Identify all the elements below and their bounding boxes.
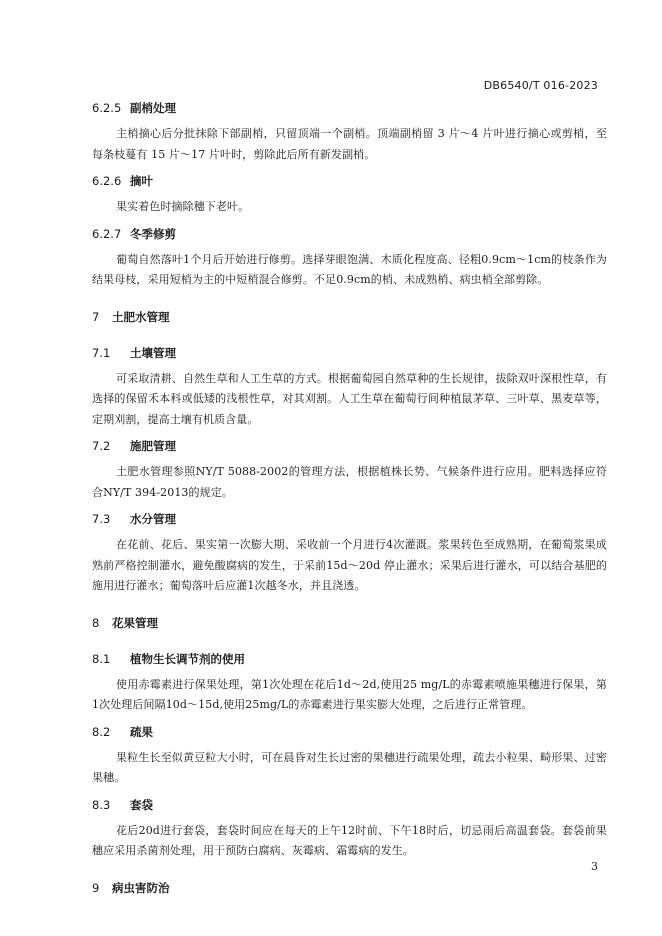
section-heading-9 — [92, 878, 607, 898]
section-number: 8.2 — [92, 724, 111, 739]
section-number: 6.2.6 — [92, 174, 122, 188]
section-heading-7-1 — [92, 343, 607, 363]
paragraph-8-3: 花后20d进行套袋，套袋时间应在每天的上午12时前、下午18时后，切忌雨后高温套袋。套袋前果穗应采用杀菌剂处理，用于预防白腐病、灰霉病、霜霉病的发生。 — [92, 823, 607, 857]
paragraph-7-2: 土肥水管理参照NY/T 5088-2002的管理方法，根据植株长势、气候条件进行应用。肥料选择应符合NY/T 394-2013的规定。 — [92, 465, 607, 499]
section-heading-8-3 — [92, 795, 607, 815]
section-title: 植物生长调节剂的使用 — [130, 651, 245, 666]
section-number: 9 — [92, 880, 100, 895]
document-code: DB6540/T 016-2023 — [483, 79, 598, 92]
section-title: 土肥水管理 — [112, 309, 170, 324]
section-title: 冬季修剪 — [130, 226, 176, 241]
section-title: 病虫害防治 — [112, 880, 170, 895]
section-heading-7-3 — [92, 509, 607, 529]
paragraph-6-2-7: 葡萄自然落叶1个月后开始进行修剪。选择芽眼饱满、木质化程度高、径粗0.9cm～1cm的枝条作为结果母枝，采用短梢为主的中短梢混合修剪。不足0.9cm的梢、未成熟梢、病虫梢全部剪除。 — [92, 252, 607, 286]
section-heading-8-1 — [92, 649, 607, 669]
section-number: 7.2 — [92, 439, 111, 453]
paragraph-7-3: 在花前、花后、果实第一次膨大期、采收前一个月进行4次灌溉。浆果转色至成熟期，在葡萄浆果成熟前严格控制灌水，避免酸腐病的发生，于采前15d～20d 停止灌水；采果后进行灌水，可以结合基肥的施用进行灌水；葡萄落叶后应灌1次越冬水，并且浇透。 — [92, 538, 607, 592]
section-title: 摘叶 — [130, 174, 153, 188]
section-number: 6.2.5 — [92, 101, 122, 115]
section-heading-8 — [92, 613, 607, 633]
section-heading-6-2-7 — [92, 224, 607, 244]
section-heading-7-2 — [92, 436, 607, 456]
page-number: 3 — [591, 860, 598, 873]
section-title: 疏果 — [130, 724, 153, 739]
section-title: 花果管理 — [112, 615, 158, 630]
section-number: 7 — [92, 309, 100, 324]
paragraph-6-2-6: 果实着色时摘除穗下老叶。 — [116, 200, 250, 213]
paragraph-8-1: 使用赤霉素进行保果处理，第1次处理在花后1d～2d,使用25 mg/L的赤霉素喷施果穗进行保果，第1次处理后间隔10d～15d,使用25mg/L的赤霉素进行果实膨大处理，之后进行正常管理。 — [92, 677, 607, 711]
section-number: 8.1 — [92, 651, 111, 666]
section-title: 施肥管理 — [130, 439, 176, 453]
paragraph-8-2: 果粒生长至似黄豆粒大小时，可在晨昏对生长过密的果穗进行疏果处理，疏去小粒果、畸形果、过密果穗。 — [92, 750, 607, 784]
section-heading-8-2 — [92, 722, 607, 742]
section-number: 8 — [92, 615, 100, 630]
section-title: 套袋 — [130, 797, 153, 812]
section-heading-6-2-5 — [92, 98, 607, 118]
document-body — [92, 98, 607, 898]
section-number: 7.1 — [92, 345, 111, 360]
section-number: 6.2.7 — [92, 226, 122, 241]
section-title: 水分管理 — [130, 512, 176, 526]
paragraph-7-1: 可采取清耕、自然生草和人工生草的方式。根据葡萄园自然草种的生长规律，拔除双叶深根性草，有选择的保留禾本科或低矮的浅根性草，对其刈割。人工生草在葡萄行间种植鼠茅草、三叶草、黑麦草等，定期刈割，提高土壤有机质含量。 — [92, 371, 607, 426]
section-title: 土壤管理 — [130, 345, 176, 360]
paragraph-6-2-5: 主梢摘心后分批抹除下部副梢，只留顶端一个副梢。顶端副梢留 3 片～4 片叶进行摘心或剪梢，至每条枝蔓有 15 片～17 片叶时，剪除此后所有新发副梢。 — [92, 127, 607, 161]
section-heading-7 — [92, 307, 607, 327]
section-number: 8.3 — [92, 797, 111, 812]
section-number: 7.3 — [92, 512, 111, 526]
section-heading-6-2-6 — [92, 171, 607, 191]
section-title: 副梢处理 — [130, 101, 176, 115]
